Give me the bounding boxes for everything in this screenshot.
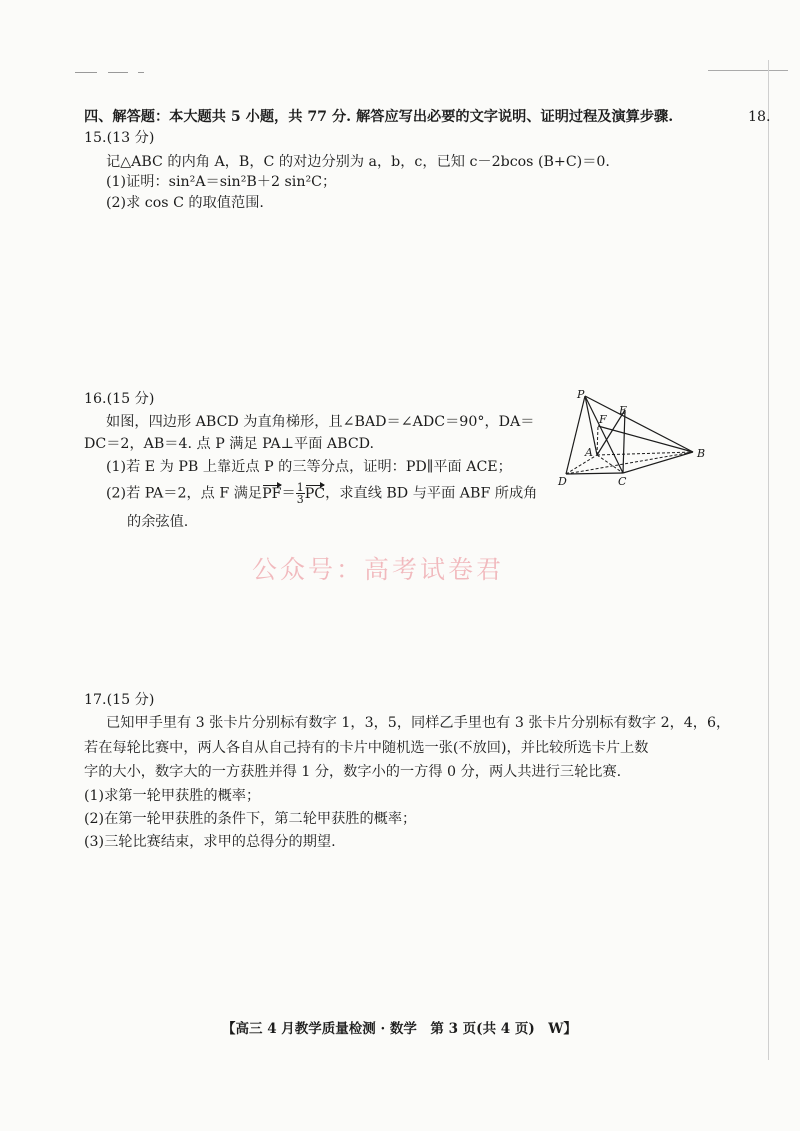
scan-mark xyxy=(138,72,144,73)
label-a: A xyxy=(585,446,593,459)
segment-ec xyxy=(623,410,625,473)
q16-number: 16.(15 分) xyxy=(84,391,155,407)
q17-line1: 已知甲手里有 3 张卡片分别标有数字 1，3，5，同样乙手里也有 3 张卡片分别标有数字 2，4，6， xyxy=(106,715,731,731)
watermark: 公众号：高考试卷君 xyxy=(252,555,505,584)
fraction-one-third xyxy=(296,482,305,505)
label-d: D xyxy=(558,475,567,488)
q16-part1: (1)若 E 为 PB 上靠近点 P 的三等分点，证明：PD∥平面 ACE； xyxy=(106,459,512,475)
page-edge-number: 18. xyxy=(748,109,771,125)
q16-part2-lead: (2)若 PA＝2，点 F 满足 xyxy=(106,485,263,502)
q15-number: 15.(13 分) xyxy=(84,130,155,146)
q17-line3: 字的大小，数字大的一方获胜并得 1 分，数字小的一方得 0 分，两人共进行三轮比赛. xyxy=(84,764,622,780)
pyramid-figure xyxy=(555,388,715,488)
label-p: P xyxy=(577,388,585,401)
q15-stem: 记△ABC 的内角 A，B，C 的对边分别为 a，b，c，已知 c－2bcos (B+C)＝0. xyxy=(106,154,610,170)
q17-part2: (2)在第一轮甲获胜的条件下，第二轮甲获胜的概率； xyxy=(84,811,417,827)
label-c: C xyxy=(618,475,627,488)
q15-part2: (2)求 cos C 的取值范围. xyxy=(106,195,264,211)
segment-fb xyxy=(598,426,693,452)
scan-mark xyxy=(708,70,788,71)
scan-mark xyxy=(75,72,97,73)
edge-ab xyxy=(597,452,693,455)
label-f: F xyxy=(599,413,607,426)
q17-number: 17.(15 分) xyxy=(84,692,155,708)
q17-part1: (1)求第一轮甲获胜的概率； xyxy=(84,788,261,804)
edge-pc xyxy=(585,396,623,473)
fraction-numerator: 1 xyxy=(296,481,304,494)
page-footer: 【高三 4 月教学质量检测 · 数学 第 3 页(共 4 页) W】 xyxy=(222,1021,577,1037)
q16-line1: 如图，四边形 ABCD 为直角梯形，且∠BAD＝∠ADC＝90°，DA＝ xyxy=(106,414,535,430)
q16-part2 xyxy=(106,482,537,505)
segment-af xyxy=(597,426,598,455)
edge-pd xyxy=(566,396,585,474)
edge-dc xyxy=(566,473,623,474)
q16-part2-end: 的余弦值. xyxy=(127,514,189,530)
q16-part2-tail: ，求直线 BD 与平面 ABF 所成角 xyxy=(325,485,538,502)
q16-line2: DC＝2，AB＝4. 点 P 满足 PA⊥平面 ABCD. xyxy=(84,436,375,452)
section-heading: 四、解答题：本大题共 5 小题，共 77 分. 解答应写出必要的文字说明、证明过程及演算步骤. xyxy=(84,109,674,125)
scan-mark xyxy=(108,72,128,73)
vector-pc: PC xyxy=(304,485,326,502)
q17-line2: 若在每轮比赛中，两人各自从自己持有的卡片中随机选一张(不放回)，并比较所选卡片上数 xyxy=(84,740,649,756)
equals-sign: ＝ xyxy=(281,485,296,502)
label-e: E xyxy=(619,404,628,417)
fraction-denominator: 3 xyxy=(296,493,304,506)
q15-part1: (1)证明：sin²A＝sin²B＋2 sin²C； xyxy=(106,174,337,190)
scan-edge xyxy=(768,60,769,1060)
q17-part3: (3)三轮比赛结束，求甲的总得分的期望. xyxy=(84,834,336,850)
vector-pf: PF xyxy=(262,485,282,502)
label-b: B xyxy=(697,447,706,460)
edge-cb xyxy=(623,452,693,473)
